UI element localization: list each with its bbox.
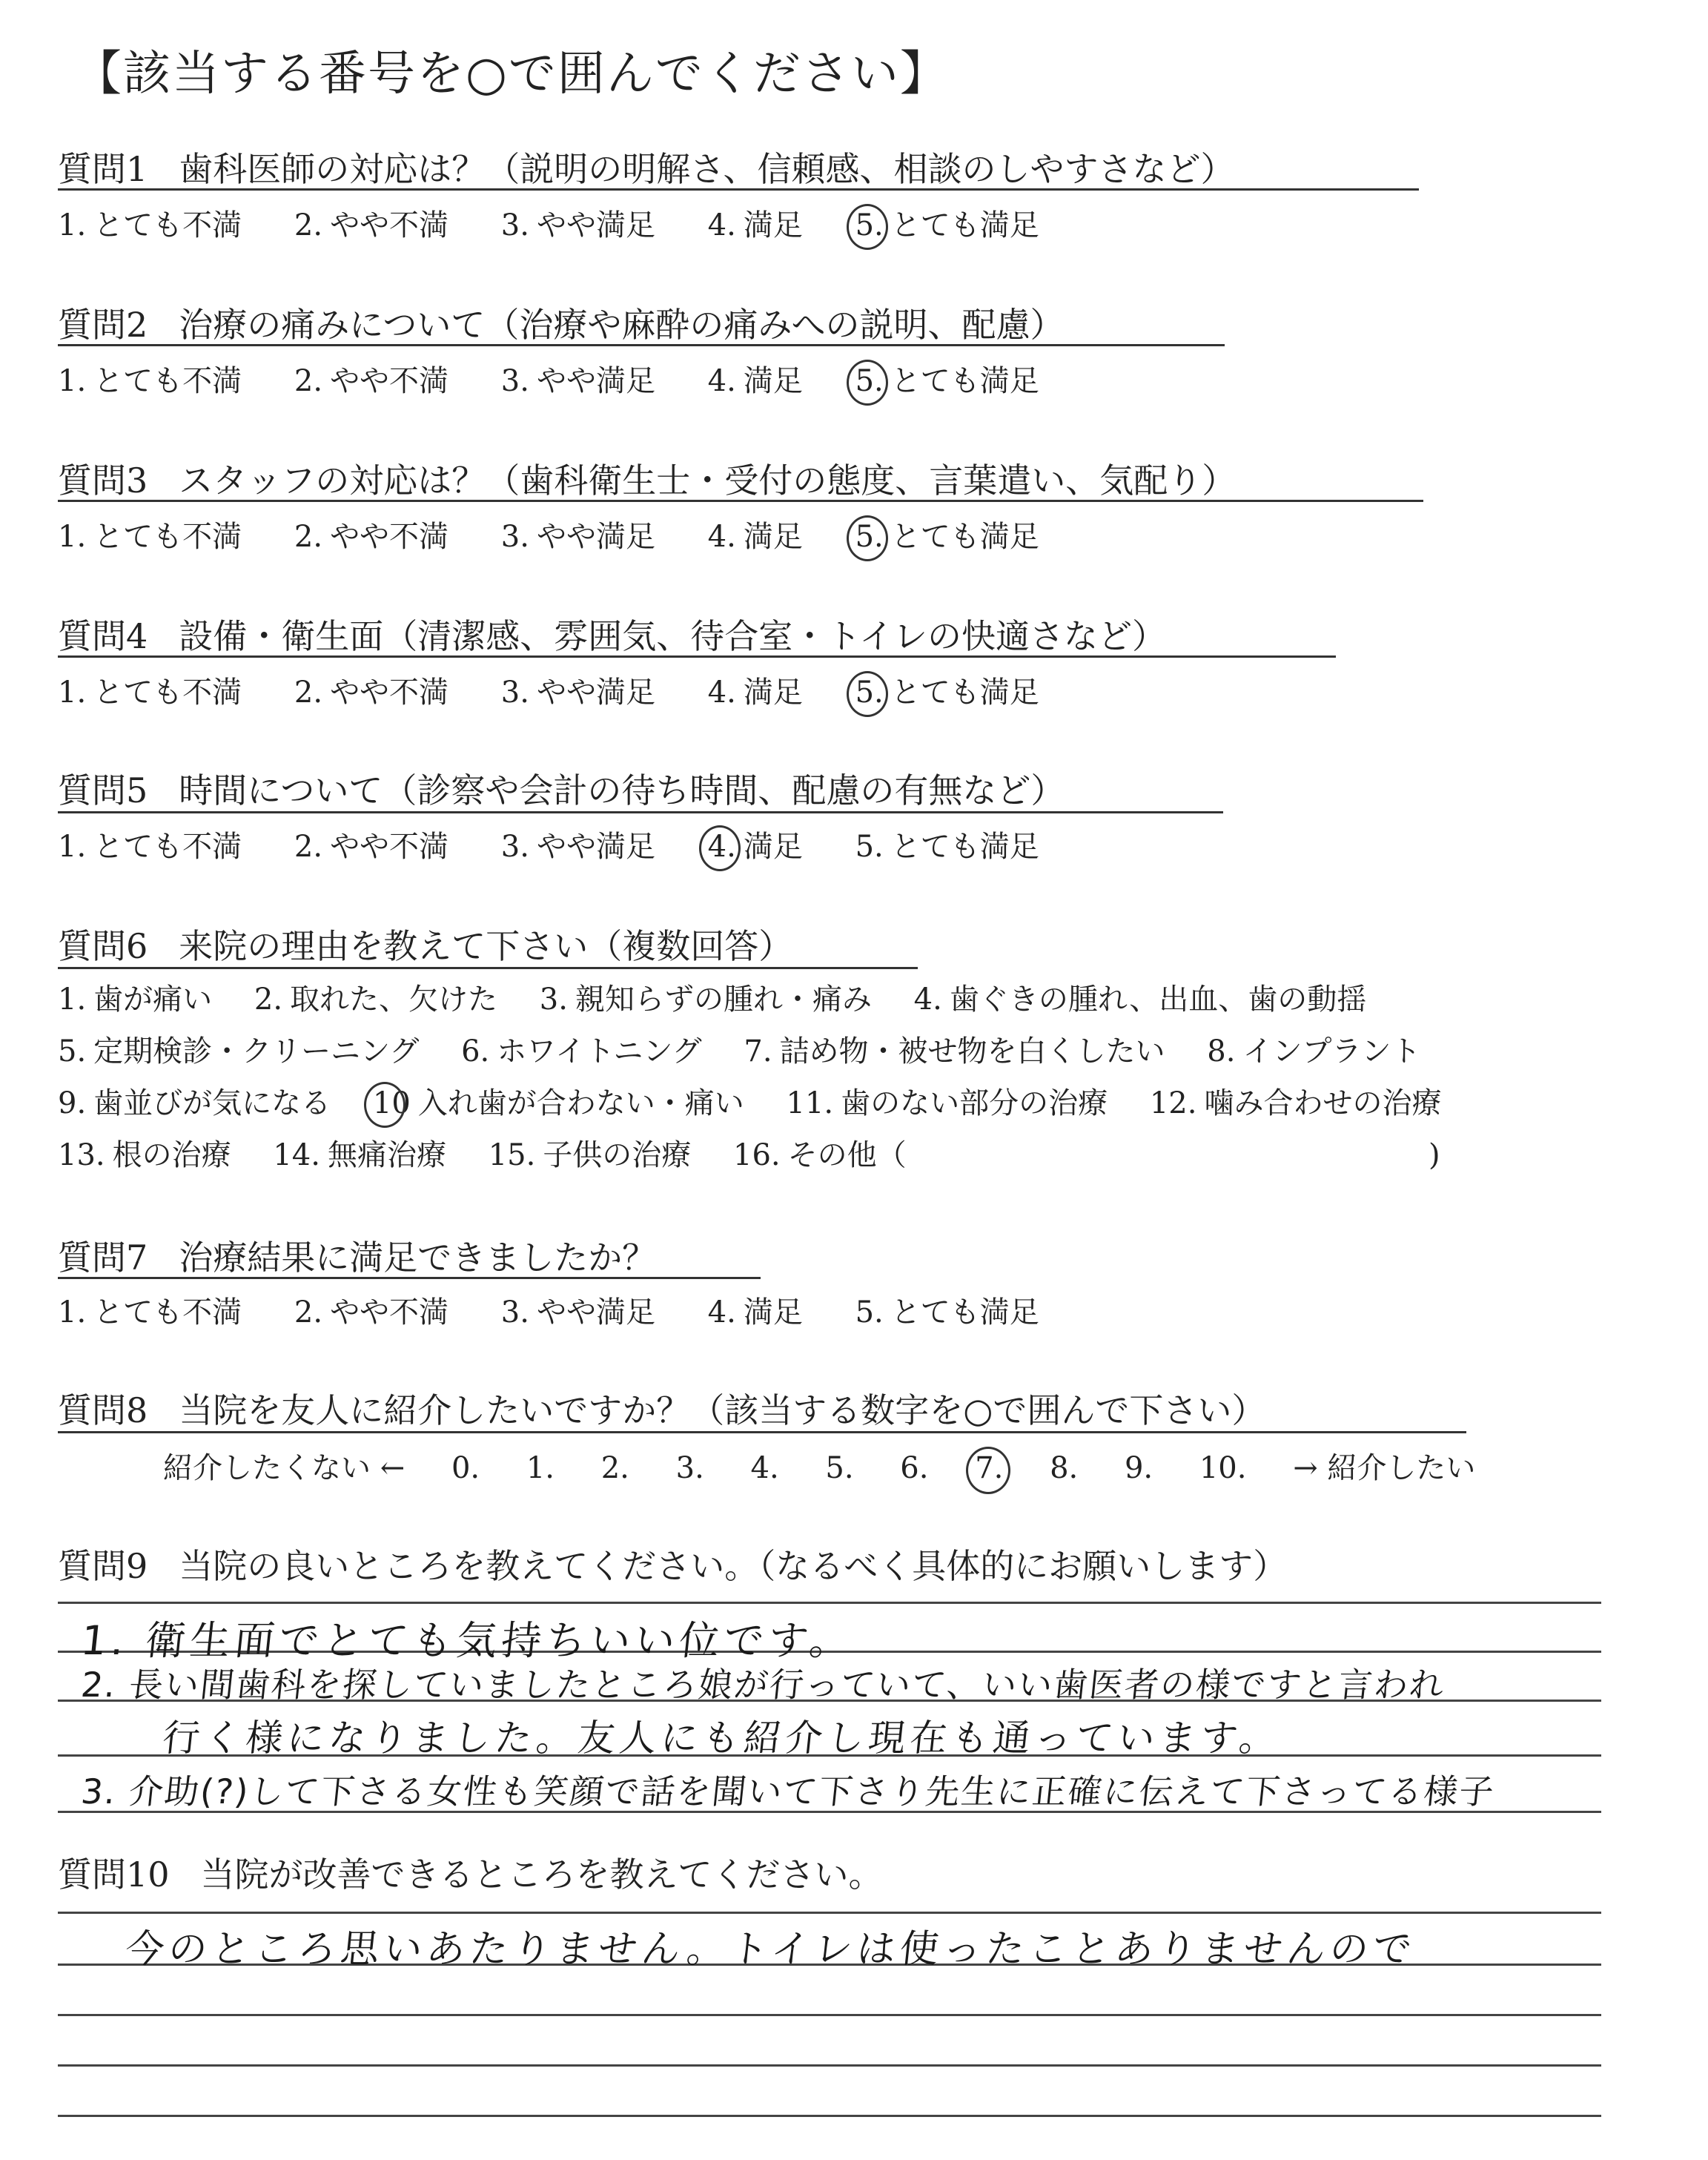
q10-text: 当院が改善できるところを教えてください。 [200, 1855, 883, 1895]
q6-heading [58, 919, 792, 968]
q2-options [58, 357, 1082, 400]
q6-option-13[interactable]: 13. 根の治療 [58, 1138, 231, 1172]
q8-scale-8[interactable]: 8. [1050, 1451, 1079, 1485]
q3-text: スタッフの対応は？（歯科衛生士・受付の態度、言葉遣い、気配り） [179, 460, 1237, 501]
q4-number: 質問4 [58, 616, 148, 656]
q5-number: 質問5 [58, 770, 148, 810]
q8-scale-0[interactable]: 0. [451, 1451, 480, 1485]
q6-option-16-other[interactable]: 16. その他（ ) [733, 1138, 1440, 1172]
q5-text: 時間について（診察や会計の待ち時間、配慮の有無など） [179, 770, 1065, 810]
q8-scale-5[interactable]: 5. [825, 1451, 854, 1485]
page-title: 【該当する番号を○で囲んでください】 [74, 47, 949, 102]
q10-number: 質問10 [58, 1855, 170, 1895]
q8-scale-3[interactable]: 3. [675, 1451, 704, 1485]
q7-options [58, 1289, 1082, 1331]
q3-underline [58, 500, 1423, 502]
q6-option-12[interactable]: 12. 噛み合わせの治療 [1149, 1086, 1442, 1120]
q8-underline [58, 1431, 1466, 1433]
q5-option-2[interactable]: 2. やや不満 [294, 830, 449, 864]
q7-heading [58, 1231, 656, 1280]
q7-underline [58, 1277, 761, 1279]
q6-option-6[interactable]: 6. ホワイトニング [461, 1034, 702, 1069]
q10-ruled-line-4 [58, 2064, 1601, 2067]
q10-heading [58, 1848, 883, 1897]
q6-number: 質問6 [58, 926, 148, 966]
q6-option-10-selected[interactable]: 10 入れ歯が合わない・痛い [372, 1086, 744, 1120]
q2-option-3[interactable]: 3. やや満足 [500, 364, 655, 398]
q6-options-row-3 [58, 1080, 1474, 1122]
q6-text: 来院の理由を教えて下さい（複数回答） [179, 926, 793, 966]
q6-option-2[interactable]: 2. 取れた、欠けた [254, 982, 498, 1017]
q5-option-3[interactable]: 3. やや満足 [500, 830, 655, 864]
q9-heading [58, 1539, 1287, 1588]
q7-option-2[interactable]: 2. やや不満 [294, 1295, 449, 1330]
q8-scale-9[interactable]: 9. [1124, 1451, 1153, 1485]
q6-options-row-2 [58, 1028, 1453, 1070]
q8-scale-1[interactable]: 1. [526, 1451, 555, 1485]
q9-answer-line-4[interactable]: 3. 介助(?)して下さる女性も笑顔で話を聞いて下さり先生に正確に伝えて下さってる様子 [79, 1771, 1497, 1811]
q7-option-3[interactable]: 3. やや満足 [500, 1295, 655, 1330]
q8-scale [163, 1444, 1512, 1487]
q8-scale-2[interactable]: 2. [600, 1451, 629, 1485]
q1-heading [58, 142, 1234, 191]
q6-option-15[interactable]: 15. 子供の治療 [488, 1138, 692, 1172]
q6-underline [58, 967, 918, 969]
q1-options [58, 202, 1082, 244]
q2-underline [58, 344, 1225, 346]
q2-option-4[interactable]: 4. 満足 [707, 364, 803, 398]
q7-option-4[interactable]: 4. 満足 [707, 1295, 803, 1330]
q8-right-label: → 紹介したい [1293, 1451, 1476, 1485]
q5-option-1[interactable]: 1. とても不満 [58, 830, 242, 864]
q2-option-5-selected[interactable]: 5. とても満足 [855, 364, 1039, 398]
q1-number: 質問1 [58, 149, 148, 189]
q10-ruled-line-3 [58, 2014, 1601, 2016]
q4-option-4[interactable]: 4. 満足 [707, 676, 803, 710]
q7-text: 治療結果に満足できましたか？ [179, 1238, 657, 1278]
q7-number: 質問7 [58, 1238, 148, 1278]
q8-text: 当院を友人に紹介したいですか？（該当する数字を○で囲んで下さい） [179, 1390, 1266, 1430]
q5-options [58, 823, 1082, 865]
q9-answer-line-2[interactable]: 2. 長い間歯科を探していましたところ娘が行っていて、いい歯医者の様ですと言われ [79, 1665, 1448, 1705]
q7-option-1[interactable]: 1. とても不満 [58, 1295, 242, 1330]
q8-scale-6[interactable]: 6. [900, 1451, 929, 1485]
q3-option-4[interactable]: 4. 満足 [707, 520, 803, 554]
q3-option-2[interactable]: 2. やや不満 [294, 520, 449, 554]
q5-option-4-selected[interactable]: 4. 満足 [707, 830, 803, 864]
q4-option-5-selected[interactable]: 5. とても満足 [855, 676, 1039, 710]
q9-text: 当院の良いところを教えてください。（なるべく具体的にお願いします） [179, 1546, 1288, 1586]
q1-option-2[interactable]: 2. やや不満 [294, 208, 449, 242]
q8-left-label: 紹介したくない ← [163, 1451, 406, 1485]
q2-number: 質問2 [58, 305, 148, 345]
q4-options [58, 669, 1082, 711]
q6-option-11[interactable]: 11. 歯のない部分の治療 [786, 1086, 1108, 1120]
q9-number: 質問9 [58, 1546, 148, 1586]
q8-scale-4[interactable]: 4. [750, 1451, 779, 1485]
q10-ruled-line-1 [58, 1912, 1601, 1914]
q3-option-1[interactable]: 1. とても不満 [58, 520, 242, 554]
q7-option-5[interactable]: 5. とても満足 [855, 1295, 1039, 1330]
q6-option-7[interactable]: 7. 詰め物・被せ物を白くしたい [744, 1034, 1165, 1069]
q8-scale-10[interactable]: 10. [1199, 1451, 1247, 1485]
q10-ruled-line-5 [58, 2115, 1601, 2117]
q10-answer[interactable]: 今のところ思いあたりません。トイレは使ったことありませんので [123, 1927, 1419, 1972]
q4-option-3[interactable]: 3. やや満足 [500, 676, 655, 710]
q5-heading [58, 764, 1065, 813]
q8-number: 質問8 [58, 1390, 148, 1430]
q3-options [58, 513, 1082, 555]
q9-ruled-line-1 [58, 1602, 1601, 1604]
q6-option-8[interactable]: 8. インプラント [1207, 1034, 1421, 1069]
q6-option-4[interactable]: 4. 歯ぐきの腫れ、出血、歯の動揺 [913, 982, 1367, 1017]
q6-option-14[interactable]: 14. 無痛治療 [273, 1138, 446, 1172]
q4-heading [58, 610, 1166, 658]
q6-options-row-1 [58, 976, 1399, 1018]
q5-option-5[interactable]: 5. とても満足 [855, 830, 1039, 864]
q6-other-close-paren: ) [1429, 1138, 1440, 1172]
q4-text: 設備・衛生面（清潔感、雰囲気、待合室・トイレの快適さなど） [179, 616, 1166, 656]
q6-option-5[interactable]: 5. 定期検診・クリーニング [58, 1034, 420, 1069]
q6-option-3[interactable]: 3. 親知らずの腫れ・痛み [539, 982, 872, 1017]
q3-number: 質問3 [58, 460, 148, 501]
q6-option-1[interactable]: 1. 歯が痛い [58, 982, 213, 1017]
q1-option-1[interactable]: 1. とても不満 [58, 208, 242, 242]
q2-text: 治療の痛みについて（治療や麻酔の痛みへの説明、配慮） [179, 305, 1065, 345]
q6-option-9[interactable]: 9. 歯並びが気になる [58, 1086, 331, 1120]
q4-option-2[interactable]: 2. やや不満 [294, 676, 449, 710]
q2-heading [58, 298, 1064, 347]
q8-heading [58, 1384, 1265, 1433]
q3-option-3[interactable]: 3. やや満足 [500, 520, 655, 554]
q4-option-1[interactable]: 1. とても不満 [58, 676, 242, 710]
q3-heading [58, 454, 1236, 503]
q9-answer-line-1[interactable]: 1. 衛生面でとても気持ちいい位です。 [79, 1617, 857, 1664]
q1-option-3[interactable]: 3. やや満足 [500, 208, 655, 242]
q1-option-5-selected[interactable]: 5. とても満足 [855, 208, 1039, 242]
q2-option-1[interactable]: 1. とても不満 [58, 364, 242, 398]
q5-underline [58, 811, 1223, 813]
q1-option-4[interactable]: 4. 満足 [707, 208, 803, 242]
q3-option-5-selected[interactable]: 5. とても満足 [855, 520, 1039, 554]
q8-scale-7-selected[interactable]: 7. [975, 1451, 1004, 1485]
q6-options-row-4 [58, 1132, 1473, 1174]
q4-underline [58, 655, 1336, 658]
q1-text: 歯科医師の対応は？（説明の明解さ、信頼感、相談のしやすさなど） [179, 149, 1235, 189]
q9-answer-line-3[interactable]: 行く様になりました。友人にも紹介し現在も通っています。 [160, 1717, 1283, 1760]
q2-option-2[interactable]: 2. やや不満 [294, 364, 449, 398]
q1-underline [58, 188, 1419, 191]
